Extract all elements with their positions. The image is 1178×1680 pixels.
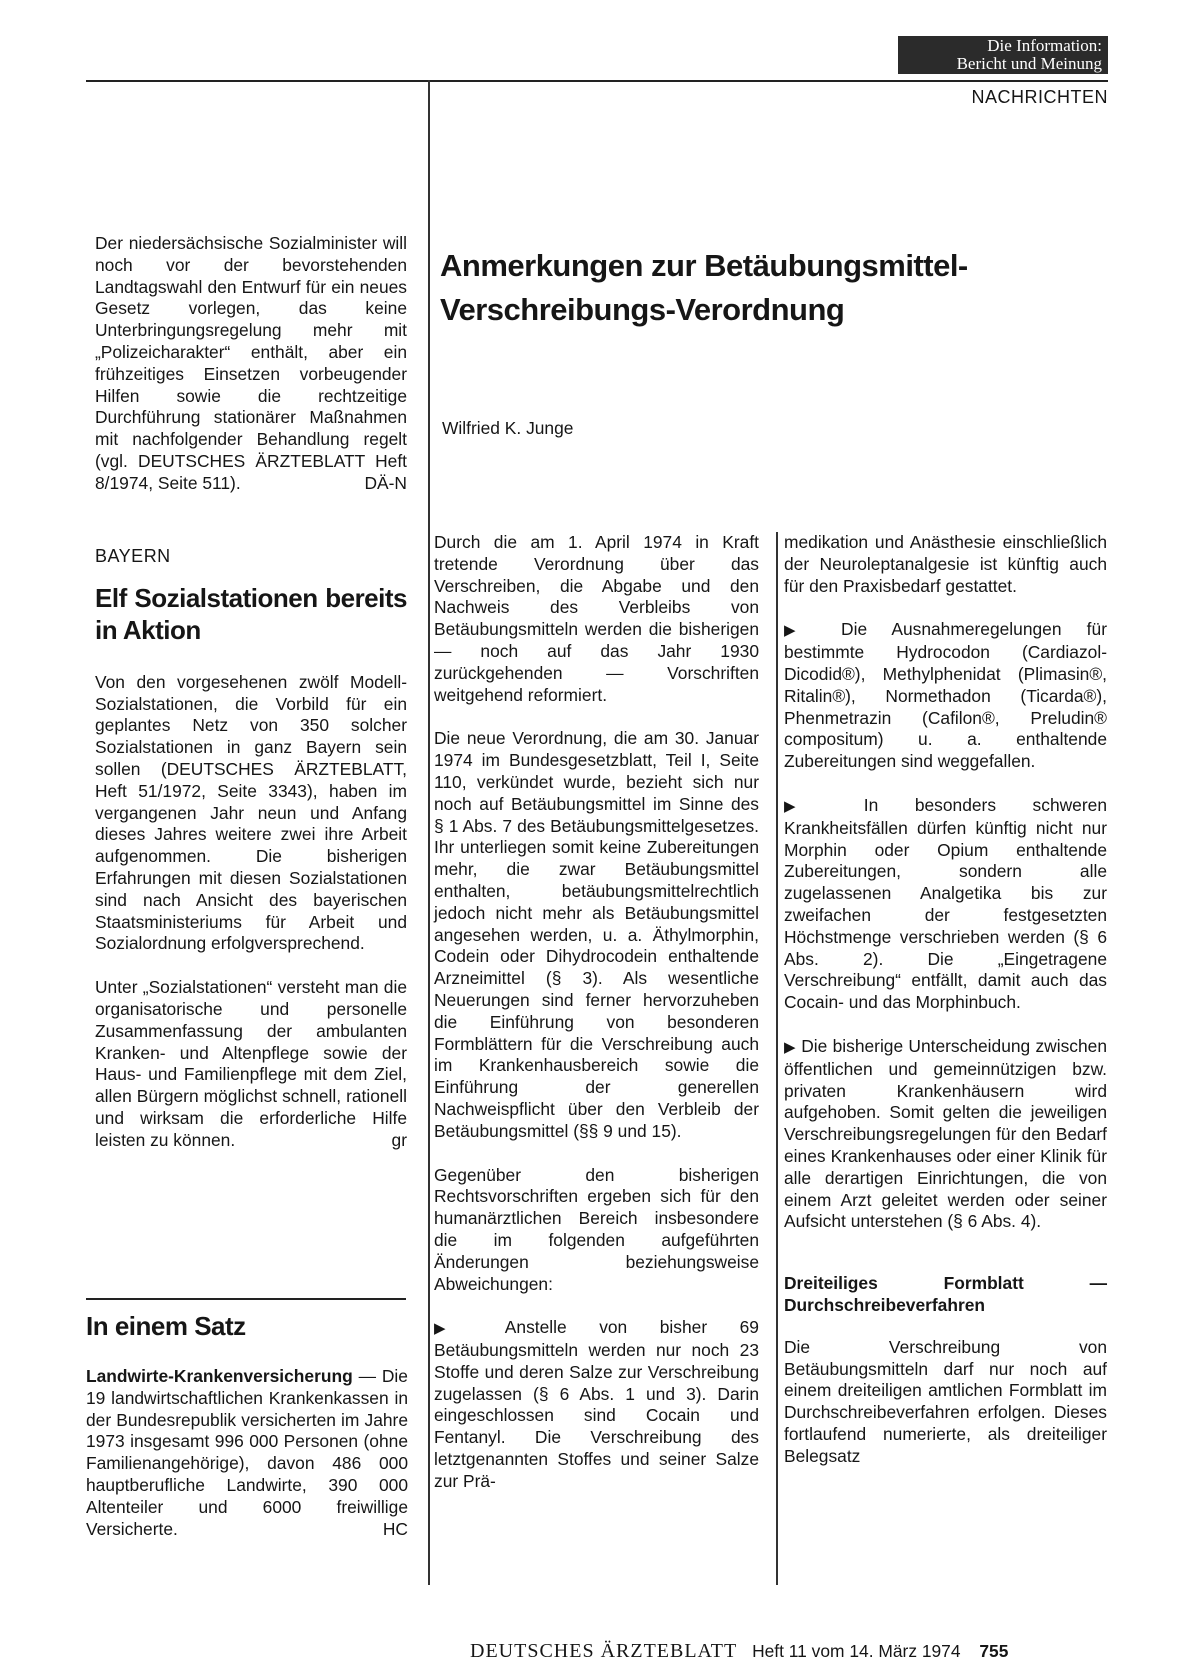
satz-signature: HC [382, 1518, 408, 1539]
article-paragraph-2: Die neue Verordnung, die am 30. Januar 1974 im Bundesgesetzblatt, Teil I, Seite 110, verkündet wurde, bezieht sich nur noch auf Betäubungsmittel im Sinne des § 1 Abs. 7 des Betäubungsmittelgesetzes. Ihr unterliegen somit keine Zubereitungen mehr, die zwar Betäubungsmittel enthalten, betäubungsmittelrechtlich jedoch nicht mehr als Betäubungsmittel angesehen werden, u. a. Äthylmorphin, Codein oder Dihydrocodein enthaltende Arzneimittel (§ 3). Als wesentliche Neuerungen sind ferner hervorzuheben die Einführung von besonderen Formblättern für die Verschreibung auch im Krankenhausbereich sowie die Einführung der generellen Nachweispflicht über den Verbleib der Betäubungsmittel (§§ 9 und 15). [434, 728, 759, 1141]
column-divider-1 [428, 80, 430, 1585]
bayern-paragraph-1: Von den vorgesehenen zwölf Modell-Sozialstationen, die Vorbild für ein geplantes Netz von 350 solcher Sozialstationen in ganz Bayern sein sollen (DEUTSCHES ÄRZTEBLATT, Heft 51/1972, Seite 3343), haben im vergangenen Jahr neun und Anfang dieses Jahres weitere zwei ihre Arbeit aufgenommen. Die bisherigen Erfahrungen mit diesen Sozialstationen sind nach Ansicht des bayerischen Staatsministeriums für Arbeit und Sozialordnung erfolgversprechend. [95, 671, 407, 954]
article-paragraph-3: Gegenüber den bisherigen Rechtsvorschriften ergeben sich für den humanärztlichen Bereich insbesondere die im folgenden aufgeführten Änderungen beziehungsweise Abweichungen: [434, 1164, 759, 1294]
in-einem-satz-section [86, 1310, 408, 1540]
magazine-name: DEUTSCHES ÄRZTEBLATT [470, 1640, 738, 1662]
article-author: Wilfried K. Junge [442, 418, 574, 438]
satz-paragraph: Landwirte-Krankenversicherung — Die 19 landwirtschaftlichen Krankenkassen in der Bundesrepublik versicherten im Jahre 1973 insgesamt 996 000 Personen (ohne Familienangehörige), davon 486 000 hauptberufliche Landwirte, 390 000 Altenteiler und 6000 freiwillige Versicherte. HC [86, 1366, 408, 1539]
bayern-headline: Elf Sozialstationen bereits in Aktion [95, 582, 407, 645]
article-paragraph-4: ▶ Anstelle von bisher 69 Betäubungsmitteln werden nur noch 23 Stoffe und deren Salze zur Verschreibung zugelassen (§ 6 Abs. 1 und 3). Darin eingeschlossen sind Cocain und Fentanyl. Die Verschreibung des letztgenannten Stoffes und seiner Salze zur Prä- [434, 1317, 759, 1491]
column-divider-2 [776, 532, 778, 1585]
section-badge [898, 36, 1108, 74]
bayern-paragraph-2: Unter „Sozialstationen“ versteht man die organisatorische und personelle Zusammenfassung der ambulanten Kranken- und Altenpflege sowie der Haus- und Familienpflege mit dem Ziel, allen Bürgern möglichst schnell, rationell und wirksam die erforderliche Hilfe leisten zu können. gr [95, 977, 407, 1150]
bayern-signature: gr [391, 1129, 407, 1150]
bayern-article [95, 546, 407, 1152]
article-title: Anmerkungen zur Betäubungsmittel-Verschreibungs-Verordnung [440, 248, 968, 327]
article-subhead: Dreiteiliges Formblatt — Durchschreibeverfahren [784, 1273, 1107, 1315]
satz-headline: In einem Satz [86, 1311, 246, 1341]
badge-line-1: Die Information: [987, 36, 1102, 55]
article-paragraph-5: medikation und Anästhesie einschließlich der Neuroleptanalgesie ist künftig auch für den Praxisbedarf gestattet. [784, 532, 1107, 596]
article-paragraph-9: Die Verschreibung von Betäubungsmitteln darf nur noch auf einem dreiteiligen amtlichen Formblatt im Durchschreibeverfahren erfolgen. Dieses fortlaufend numerierte, als dreiteiliger Belegsatz [784, 1336, 1107, 1466]
triangle-bullet-icon: ▶ [784, 797, 828, 815]
left-column [95, 233, 407, 495]
section-label: NACHRICHTEN [971, 87, 1108, 107]
article-paragraph-1: Durch die am 1. April 1974 in Kraft tretende Verordnung über das Verschreiben, die Abgabe und den Nachweis des Verbleibs von Betäubungsmitteln werden die bisherigen — noch auf das Jahr 1930 zurückgehenden — Vorschriften weitgehend reformiert. [434, 532, 759, 705]
in-einem-satz-rule [86, 1298, 406, 1300]
page-number: 755 [979, 1641, 1009, 1661]
page-footer [470, 1640, 1110, 1663]
article-paragraph-8: ▶ Die bisherige Unterscheidung zwischen öffentlichen und gemeinnützigen bzw. privaten Krankenhäusern wird aufgehoben. Somit gelten die jeweiligen Verschreibungsregelungen für den Bedarf eines Krankenhauses oder einer Klinik für alle derartigen Einrichtungen, die von einem Arzt geleitet werden oder seiner Aufsicht unterstehen (§ 6 Abs. 4). [784, 1035, 1107, 1232]
triangle-bullet-icon: ▶ [434, 1320, 474, 1338]
badge-line-2: Bericht und Meinung [956, 54, 1102, 73]
article-paragraph-7: ▶ In besonders schweren Krankheitsfällen dürfen künftig nicht nur Morphin oder Opium enthaltende Zubereitungen, sondern alle zugelassenen Analgetika bis zur zweifachen der festgesetzten Höchstmenge verschrieben werden (§ 6 Abs. 2). Die „Eingetragene Verschreibung“ entfällt, damit auch das Cocain- und das Morphinbuch. [784, 794, 1107, 1013]
article-middle-column [434, 532, 759, 1493]
satz-subhead: Landwirte-Krankenversicherung [86, 1366, 353, 1386]
triangle-bullet-icon: ▶ [784, 1038, 796, 1056]
triangle-bullet-icon: ▶ [784, 622, 816, 640]
article-right-column [784, 532, 1107, 1467]
header-rule [86, 80, 1108, 82]
article-paragraph-6: ▶ Die Ausnahmeregelungen für bestimmte Hydrocodon (Cardiazol-Dicodid®), Methylphenidat (Plimasin®, Ritalin®), Normethadon (Ticarda®), Phenmetrazin (Cafilon®, Preludin® compositum) u. a. enthaltende Zubereitungen sind weggefallen. [784, 619, 1107, 772]
issue-info: Heft 11 vom 14. März 1974 [752, 1641, 961, 1661]
intro-signature: DÄ-N [364, 472, 407, 493]
intro-paragraph: Der niedersächsische Sozialminister will noch vor der bevorstehenden Landtagswahl den Entwurf für ein neues Gesetz vorlegen, das keine Unterbringungsregelung mehr mit „Polizeicharakter“ enthält, aber ein frühzeitiges Einsetzen vorbeugender Hilfen sowie die rechtzeitige Durchführung stationärer Maßnahmen mit nachfolgender Behandlung regelt (vgl. DEUTSCHES ÄRZTEBLATT Heft 8/1974, Seite 511). DÄ-N [95, 233, 407, 493]
bayern-kicker: BAYERN [95, 546, 171, 566]
